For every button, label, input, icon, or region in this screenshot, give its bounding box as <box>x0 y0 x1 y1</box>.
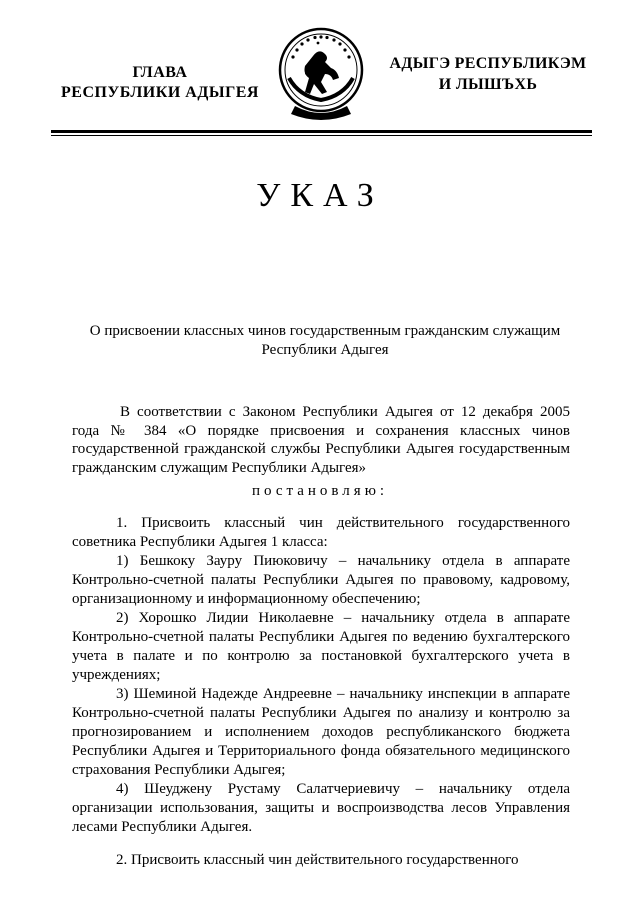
header-rule-thin <box>51 135 592 136</box>
subject-line2: Республики Адыгея <box>261 342 389 358</box>
issuer-title-adyghe-line1: АДЫГЭ РЕСПУБЛИКЭМ <box>389 55 587 72</box>
issuer-title-adyghe-line2: И ЛЫШЪХЬ <box>438 76 538 93</box>
decree-word: постановляю: <box>251 483 389 499</box>
item-1-1: 1) Бешкоку Зауру Пиюковичу – начальнику отдела в аппарате Контрольно-счетной палаты Республики Адыгея по правовому, кадровому, организационному и информационному обеспечению; <box>72 553 570 607</box>
letterhead <box>0 0 640 140</box>
item-1-3: 3) Шеминой Надежде Андреевне – начальнику инспекции в аппарате Контрольно-счетной палаты Республики Адыгея по анализу и контролю за прогнозированием и исполнением доходов республиканского бюджета Республики Адыгея и Территориального фонда обязательного медицинского страхования Республики Адыгея; <box>72 686 570 778</box>
letterhead-left <box>44 63 276 103</box>
document-subject <box>60 322 590 360</box>
subject-line1: О присвоении классных чинов государственным гражданским служащим <box>89 323 561 339</box>
preamble <box>72 403 570 477</box>
item-1: 1. Присвоить классный чин действительного государственного советника Республики Адыгея 1 класса: <box>72 515 570 550</box>
document-title: УКАЗ <box>256 177 384 214</box>
preamble-paragraph: В соответствии с Законом Республики Адыгея от 12 декабря 2005 года № 384 «О порядке присвоения и сохранения классных чинов государственной гражданской службы Республики Адыгея государственным гражданским служащим Республики Адыгея» <box>72 404 570 476</box>
item-2: 2. Присвоить классный чин действительного государственного <box>116 852 519 868</box>
issuer-title-line2: РЕСПУБЛИКИ АДЫГЕЯ <box>61 84 259 101</box>
item-1-4: 4) Шеуджену Рустаму Салатчериевичу – начальнику отдела организации использования, защиты и воспроизводства лесов Управления лесами Республики Адыгея. <box>72 781 570 835</box>
item-1-2: 2) Хорошко Лидии Николаевне – начальнику отдела в аппарате Контрольно-счетной палаты Республики Адыгея по ведению бухгалтерского учета в палате и по контролю за постановкой бухгалтерского учета в учреждениях; <box>72 610 570 683</box>
coat-of-arms-of-adygea-icon <box>275 26 367 122</box>
header-rule-thick <box>51 130 592 133</box>
letterhead-right <box>388 53 588 95</box>
issuer-title-line1: ГЛАВА <box>132 64 188 81</box>
decree-items <box>72 514 570 870</box>
